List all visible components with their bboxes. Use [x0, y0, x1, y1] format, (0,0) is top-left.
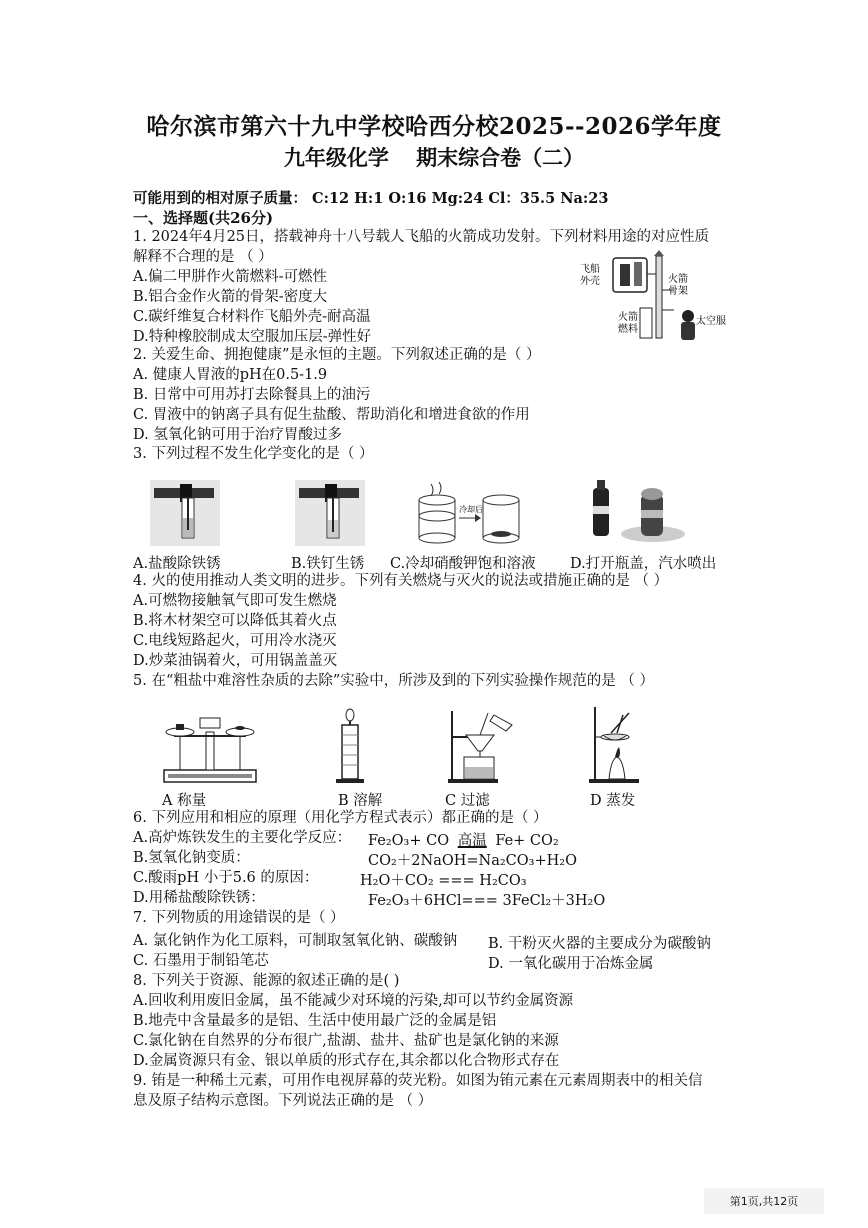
- q7-option-d: D. 一氧化碳用于冶炼金属: [488, 956, 654, 972]
- q9-stem-line1: 9. 铕是一种稀土元素，可用作电视屏幕的荧光粉。如图为铕元素在元素周期表中的相关信: [133, 1073, 703, 1089]
- fig-label-ranliao: 燃料: [618, 324, 638, 335]
- dissolve-figure: [330, 705, 370, 785]
- q1-option-c: C.碳纤维复合材料作飞船外壳-耐高温: [133, 309, 371, 325]
- exam-subtitle: [0, 142, 868, 172]
- q6-a-reactants: Fe₂O₃+ CO: [368, 833, 450, 849]
- q6-option-d-label: D.用稀盐酸除铁锈：: [133, 890, 265, 906]
- cooling-solution-image: [415, 478, 525, 546]
- q6-option-c-label: C.酸雨pH 小于5.6 的原因：: [133, 870, 319, 886]
- q1-stem-line1: 1. 2024年4月25日，搭载神舟十八号载人飞船的火箭成功发射。下列材料用途的对应性质: [133, 229, 710, 245]
- q1-option-b: B.铝合金作火箭的骨架-密度大: [133, 289, 328, 305]
- q6-option-d-equation: Fe₂O₃＋6HCl=== 3FeCl₂＋3H₂O: [368, 893, 606, 909]
- fig-label-gujia: 骨架: [668, 286, 688, 297]
- fig-label-feichuan: 飞船: [580, 264, 600, 275]
- q7-option-c: C. 石墨用于制铅笔芯: [133, 953, 269, 969]
- fig-label-lengquehou: 冷却后: [459, 505, 483, 514]
- q3-option-c: C.冷却硝酸钾饱和溶液: [390, 556, 536, 572]
- q3-stem: 3. 下列过程不发生化学变化的是（ ）: [133, 446, 374, 462]
- q6-a-products: Fe+ CO₂: [495, 833, 559, 849]
- q5-option-c: C 过滤: [445, 793, 490, 809]
- page-number: 第1页,共12页: [704, 1188, 824, 1214]
- rocket-figure: [578, 250, 728, 350]
- q5-option-a: A 称量: [162, 793, 207, 809]
- q8-option-d: D.金属资源只有金、银以单质的形式存在,其余都以化合物形式存在: [133, 1053, 560, 1069]
- q2-option-d: D. 氢氧化钠可用于治疗胃酸过多: [133, 427, 342, 443]
- q2-option-c: C. 胃液中的钠离子具有促生盐酸、帮助消化和增进食欲的作用: [133, 407, 530, 423]
- fig-label-huojian2: 火箭: [618, 312, 638, 323]
- q4-option-d: D.炒菜油锅着火，可用锅盖盖灭: [133, 653, 338, 669]
- evaporation-figure: [585, 703, 645, 785]
- q2-option-b: B. 日常中可用苏打去除餐具上的油污: [133, 387, 371, 403]
- q7-option-a: A. 氯化钠作为化工原料，可制取氢氧化钠、碳酸钠: [133, 933, 458, 949]
- q6-stem: 6. 下列应用和相应的原理（用化学方程式表示）都正确的是（ ）: [133, 810, 548, 826]
- q1-stem-line2: 解释不合理的是 （ ）: [133, 249, 273, 265]
- q4-stem: 4. 火的使用推动人类文明的进步。下列有关燃烧与灭火的说法或措施正确的是 （ ）: [133, 573, 669, 589]
- subtitle-exam: 期末综合卷（二）: [416, 145, 585, 170]
- q1-option-d: D.特种橡胶制成太空服加压层-弹性好: [133, 329, 372, 345]
- fig-label-waike: 外壳: [580, 276, 600, 287]
- q8-stem: 8. 下列关于资源、能源的叙述正确的是( ): [133, 973, 400, 989]
- q8-option-a: A.回收利用废旧金属，虽不能减少对环境的污染,却可以节约金属资源: [133, 993, 574, 1009]
- q4-option-b: B.将木材架空可以降低其着火点: [133, 613, 337, 629]
- q4-option-c: C.电线短路起火，可用冷水浇灭: [133, 633, 337, 649]
- q3-option-b: B.铁钉生锈: [291, 556, 365, 572]
- q2-option-a: A. 健康人胃液的pH在0.5-1.9: [133, 367, 328, 383]
- q5-option-b: B 溶解: [338, 793, 383, 809]
- q6-option-b-label: B.氢氧化钠变质：: [133, 850, 250, 866]
- q6-option-a-equation: [368, 829, 559, 850]
- filtration-figure: [440, 705, 520, 785]
- q6-a-condition: 高温: [457, 833, 487, 849]
- q7-stem: 7. 下列物质的用途错误的是（ ）: [133, 910, 345, 926]
- q8-option-b: B.地壳中含量最多的是铝、生活中使用最广泛的金属是铝: [133, 1013, 497, 1029]
- subtitle-grade: 九年级化学: [283, 145, 389, 170]
- nail-rusting-image: [295, 480, 365, 546]
- exam-title: 哈尔滨市第六十九中学校哈西分校2025--2026学年度: [146, 113, 722, 140]
- fig-label-huojian1: 火箭: [668, 274, 688, 285]
- soda-bottle-image: [585, 478, 695, 546]
- q5-option-d: D 蒸发: [590, 793, 636, 809]
- q1-option-a: A.偏二甲肼作火箭燃料-可燃性: [133, 269, 327, 285]
- q7-option-b: B. 干粉灭火器的主要成分为碳酸钠: [488, 936, 711, 952]
- q8-option-c: C.氯化钠在自然界的分布很广,盐湖、盐井、盐矿也是氯化钠的来源: [133, 1033, 559, 1049]
- q6-option-c-equation: H₂O＋CO₂ === H₂CO₃: [360, 873, 527, 889]
- q6-option-a-label: A.高炉炼铁发生的主要化学反应：: [133, 830, 352, 846]
- q6-option-b-equation: CO₂＋2NaOH=Na₂CO₃+H₂O: [368, 853, 577, 869]
- q5-stem: 5. 在“粗盐中难溶性杂质的去除”实验中，所涉及到的下列实验操作规范的是 （ ）: [133, 673, 654, 689]
- rust-removal-image: [150, 480, 220, 546]
- q3-option-d: D.打开瓶盖，汽水喷出: [570, 556, 717, 572]
- section-heading: 一、选择题(共26分): [133, 209, 274, 227]
- fig-label-taikongfu: 太空服: [696, 316, 726, 327]
- atomic-masses: 可能用到的相对原子质量： C:12 H:1 O:16 Mg:24 Cl：35.5 Na:23: [133, 190, 609, 207]
- q9-stem-line2: 息及原子结构示意图。下列说法正确的是 （ ）: [133, 1093, 433, 1109]
- balance-figure: [160, 712, 260, 786]
- q2-stem: 2. 关爱生命、拥抱健康”是永恒的主题。下列叙述正确的是（ ）: [133, 347, 541, 363]
- q3-option-a: A.盐酸除铁锈: [133, 556, 221, 572]
- q4-option-a: A.可燃物接触氧气即可发生燃烧: [133, 593, 337, 609]
